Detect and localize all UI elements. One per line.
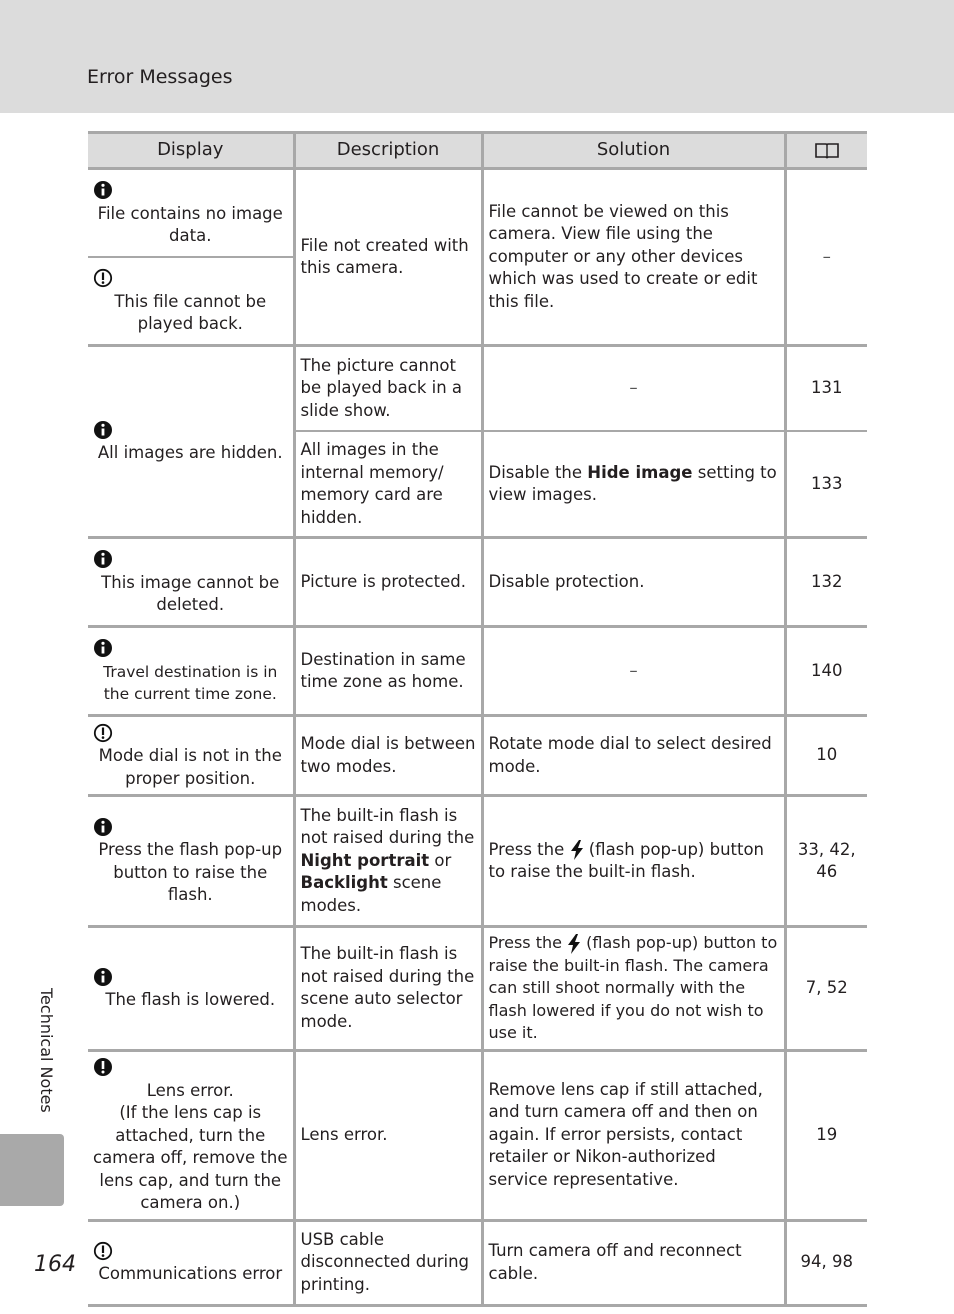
table-row (88, 796, 867, 927)
warning-icon (93, 268, 113, 288)
solution-cell: – (482, 346, 785, 432)
solution-cell: Disable protection. (482, 538, 785, 627)
book-reference-icon (814, 141, 840, 159)
header-description: Description (294, 133, 482, 169)
description-cell: Destination in same time zone as home. (294, 627, 482, 716)
display-cell (88, 1050, 294, 1220)
description-cell: All images in the internal memory/ memory card are hidden. (294, 431, 482, 538)
description-cell: The built-in flash is not raised during the Night portrait or Backlight scene modes. (294, 796, 482, 927)
description-cell: The built-in flash is not raised during the scene auto selector mode. (294, 927, 482, 1051)
warning-icon (93, 1241, 113, 1261)
page-ref-cell: 33, 42, 46 (785, 796, 867, 927)
display-text: This file cannot be played back. (114, 291, 267, 333)
backlight-label: Backlight (300, 873, 388, 893)
description-cell: File not created with this camera. (294, 169, 482, 346)
table-row (88, 346, 867, 432)
solution-cell: Press the (flash pop-up) button to raise the built-in flash. (482, 796, 785, 927)
solution-cell: – (482, 627, 785, 716)
display-cell (88, 716, 294, 796)
table-row (88, 716, 867, 796)
info-icon (93, 549, 113, 569)
page-ref-cell: 94, 98 (785, 1220, 867, 1305)
table-row (88, 1220, 867, 1305)
display-cell (88, 538, 294, 627)
page-ref-cell: 131 (785, 346, 867, 432)
display-text: The flash is lowered. (105, 990, 276, 1009)
display-text: Press the flash pop-up button to raise the flash. (98, 840, 283, 905)
page-ref-cell: 140 (785, 627, 867, 716)
table-row (88, 1050, 867, 1220)
solution-cell: Turn camera off and reconnect cable. (482, 1220, 785, 1305)
section-tab (0, 1134, 64, 1206)
error-icon (93, 1057, 113, 1077)
page-ref-cell: 132 (785, 538, 867, 627)
night-portrait-label: Night portrait (300, 850, 430, 870)
display-text: All images are hidden. (97, 443, 283, 463)
page-ref-cell: 7, 52 (785, 927, 867, 1051)
description-cell: Mode dial is between two modes. (294, 716, 482, 796)
display-cell (88, 927, 294, 1051)
table-header-row (88, 133, 867, 169)
header-solution: Solution (482, 133, 785, 169)
page-title: Error Messages (87, 66, 233, 88)
hide-image-setting-label: Hide image (587, 462, 693, 482)
page-ref-cell: 19 (785, 1050, 867, 1220)
info-icon (93, 638, 113, 658)
table-row (88, 627, 867, 716)
display-cell (88, 257, 294, 346)
display-cell (88, 1220, 294, 1305)
display-text: This image cannot be deleted. (101, 572, 280, 614)
table-row (88, 927, 867, 1051)
info-icon (93, 817, 113, 837)
solution-cell: File cannot be viewed on this camera. View file using the computer or any other devices which was used to create or edit this file. (482, 169, 785, 346)
solution-cell: Press the (flash pop-up) button to raise the built-in flash. The camera can still shoot normally with the flash lowered if you do not wish to use it. (482, 927, 785, 1051)
description-cell: Picture is protected. (294, 538, 482, 627)
header-reference (785, 133, 867, 169)
display-text: (If the lens cap is attached, turn the camera off, remove the lens cap, and turn the camera on.) (93, 1103, 288, 1212)
solution-cell: Rotate mode dial to select desired mode. (482, 716, 785, 796)
section-side-label: Technical Notes (37, 988, 56, 1113)
description-cell: USB cable disconnected during printing. (294, 1220, 482, 1305)
error-messages-table (88, 131, 867, 1307)
display-text: Mode dial is not in the proper position. (98, 746, 282, 788)
table-row (88, 538, 867, 627)
display-cell (88, 796, 294, 927)
display-text: Travel destination is in the current time zone. (103, 662, 278, 703)
warning-icon (93, 723, 113, 743)
table-row (88, 169, 867, 258)
page-number: 164 (34, 1252, 76, 1277)
page-ref-cell: 10 (785, 716, 867, 796)
header-band (0, 0, 954, 113)
info-icon (93, 420, 113, 440)
flash-icon (570, 840, 584, 860)
display-cell (88, 169, 294, 258)
flash-icon (567, 934, 581, 954)
display-text: Communications error (98, 1264, 283, 1284)
header-display: Display (88, 133, 294, 169)
description-cell: The picture cannot be played back in a slide show. (294, 346, 482, 432)
display-text: File contains no image data. (97, 203, 283, 245)
page-ref-cell: – (785, 169, 867, 346)
display-cell (88, 346, 294, 538)
description-cell: Lens error. (294, 1050, 482, 1220)
info-icon (93, 967, 113, 987)
display-cell (88, 627, 294, 716)
display-text-title: Lens error. (146, 1080, 234, 1100)
solution-cell: Remove lens cap if still attached, and turn camera off and then on again. If error persists, contact retailer or Nikon-authorized service representative. (482, 1050, 785, 1220)
solution-cell: Disable the Hide image setting to view images. (482, 431, 785, 538)
info-icon (93, 180, 113, 200)
page-ref-cell: 133 (785, 431, 867, 538)
